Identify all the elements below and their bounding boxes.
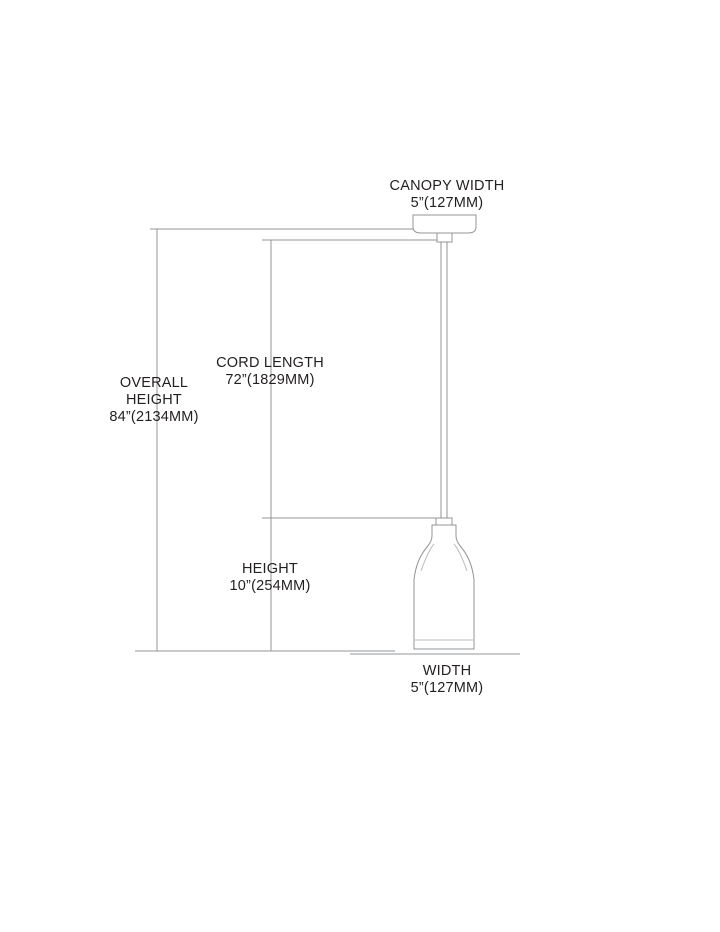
label-width-value: 5”(127MM) bbox=[410, 680, 484, 696]
label-height bbox=[126, 561, 414, 595]
label-cord-length-value: 72”(1829MM) bbox=[225, 372, 315, 388]
label-overall-height-value: 84”(2134MM) bbox=[109, 409, 199, 425]
label-cord-length-title: CORD LENGTH bbox=[216, 355, 324, 371]
label-canopy-width bbox=[303, 178, 591, 212]
label-canopy-width-title: CANOPY WIDTH bbox=[389, 178, 505, 194]
label-width-title: WIDTH bbox=[422, 663, 472, 679]
shade-fitter bbox=[436, 518, 452, 525]
cord bbox=[441, 242, 447, 520]
canopy-neck bbox=[437, 233, 452, 242]
canopy-body bbox=[413, 215, 476, 233]
glass-shade bbox=[414, 525, 474, 649]
label-overall-height-title-line2: HEIGHT bbox=[126, 392, 182, 408]
label-overall-height bbox=[20, 375, 288, 426]
label-canopy-width-value: 5”(127MM) bbox=[410, 195, 484, 211]
label-height-title: HEIGHT bbox=[242, 561, 298, 577]
label-overall-height-title-line1: OVERALL bbox=[119, 375, 189, 391]
canopy bbox=[413, 215, 476, 233]
label-width bbox=[303, 663, 591, 697]
shade-outline bbox=[414, 525, 474, 649]
label-height-value: 10”(254MM) bbox=[229, 578, 311, 594]
